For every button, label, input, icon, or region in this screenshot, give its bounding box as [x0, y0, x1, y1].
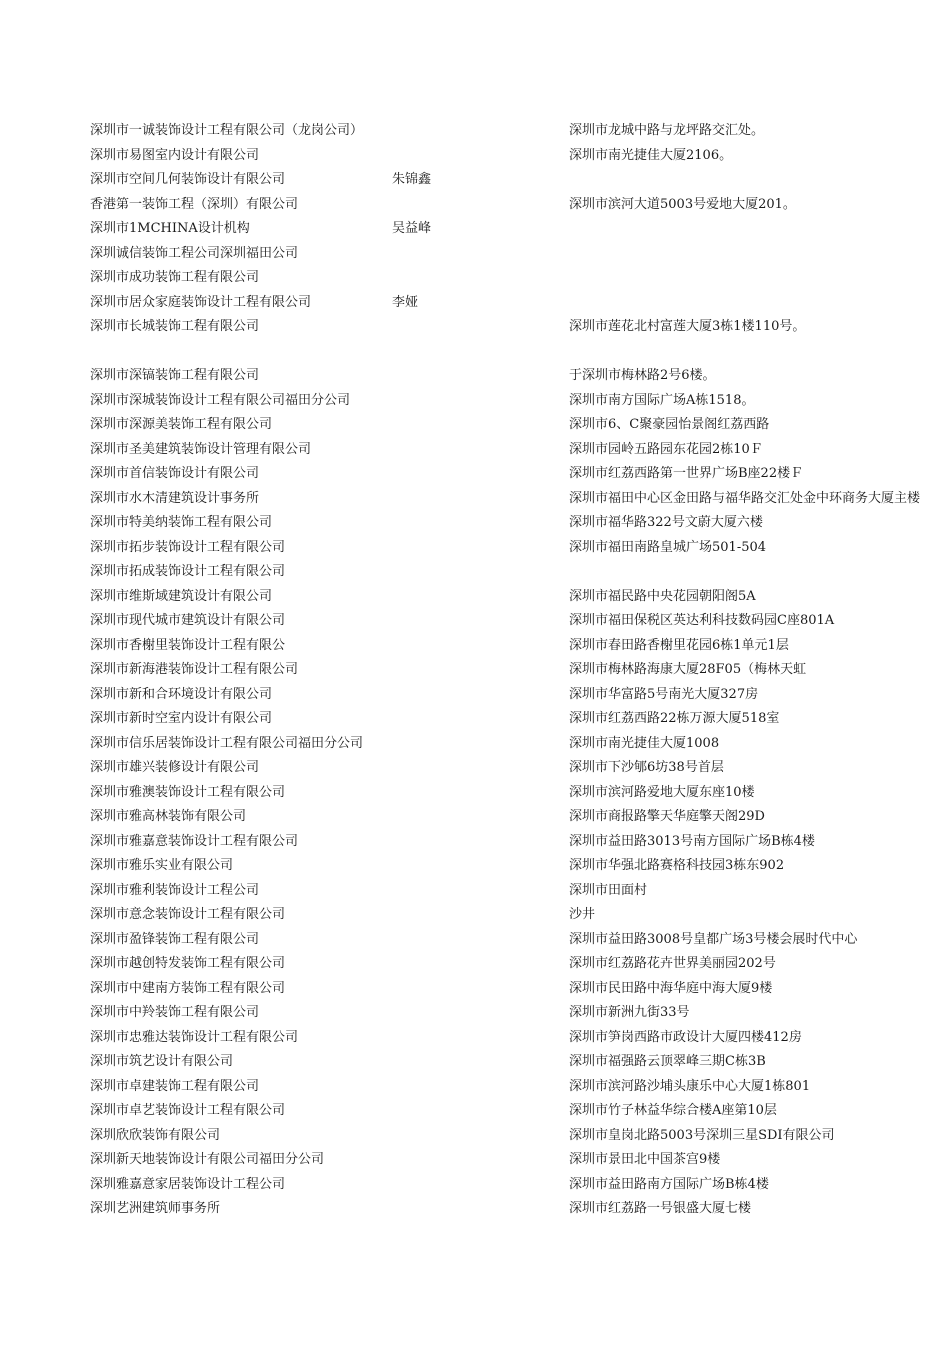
company-name-cell: 深圳市雄兴装修设计有限公司 — [90, 760, 260, 775]
company-name-cell: 深圳市忠雅达装饰设计工程有限公司 — [90, 1029, 299, 1045]
table-row — [0, 952, 950, 977]
company-name-cell: 深圳市越创特发装饰工程有限公司 — [90, 956, 286, 971]
table-row — [0, 756, 950, 781]
table-row — [0, 1148, 950, 1173]
contact-person-cell: 吴益峰 — [392, 221, 432, 236]
table-row — [0, 1026, 950, 1051]
table-row — [0, 413, 950, 438]
company-name-cell: 深圳市拓成装饰设计工程有限公司 — [90, 564, 286, 579]
company-name-cell: 深圳欣欣装饰有限公司 — [90, 1127, 221, 1143]
address-cell: 沙井 — [569, 907, 596, 922]
address-cell: 深圳市福田南路皇城广场501-504 — [569, 539, 767, 555]
company-name-cell: 深圳市雅澳装饰设计工程有限公司 — [90, 784, 286, 800]
address-cell: 深圳市福强路云顶翠峰三期C栋3B — [569, 1054, 766, 1069]
company-name-cell: 深圳市新和合环境设计有限公司 — [90, 686, 273, 702]
table-row — [0, 1124, 950, 1149]
table-row — [0, 805, 950, 830]
company-list — [0, 119, 950, 1222]
address-cell: 于深圳市梅林路2号6楼。 — [569, 368, 716, 383]
company-name-cell: 深圳市香榭里装饰设计工程有限公 — [90, 637, 286, 653]
table-row — [0, 609, 950, 634]
table-row — [0, 487, 950, 512]
address-cell: 深圳市益田路3008号皇都广场3号楼会展时代中心 — [569, 931, 858, 947]
company-name-cell: 深圳市雅利装饰设计工程公司 — [90, 882, 260, 898]
table-row — [0, 830, 950, 855]
company-name-cell: 深圳市长城装饰工程有限公司 — [90, 319, 260, 334]
table-row — [0, 1075, 950, 1100]
table-row — [0, 389, 950, 414]
company-name-cell: 深圳市易图室内设计有限公司 — [90, 147, 260, 163]
address-cell: 深圳市竹子林益华综合楼A座第10层 — [569, 1103, 777, 1118]
company-name-cell: 香港第一装饰工程（深圳）有限公司 — [90, 196, 299, 212]
company-name-cell: 深圳艺洲建筑师事务所 — [90, 1201, 221, 1216]
table-row — [0, 1050, 950, 1075]
contact-person-cell: 朱锦鑫 — [392, 172, 432, 187]
company-name-cell: 深圳市水木清建筑设计事务所 — [90, 490, 260, 506]
company-name-cell: 深圳市信乐居装饰设计工程有限公司福田分公司 — [90, 735, 364, 751]
company-name-cell: 深圳诚信装饰工程公司深圳福田公司 — [90, 245, 299, 261]
table-row — [0, 364, 950, 389]
table-row — [0, 977, 950, 1002]
table-row — [0, 683, 950, 708]
table-row — [0, 193, 950, 218]
company-name-cell: 深圳市新海港装饰设计工程有限公司 — [90, 662, 299, 677]
address-cell: 深圳市福民路中央花园朝阳阁5A — [569, 588, 756, 604]
address-cell: 深圳市南方国际广场A栋1518。 — [569, 392, 755, 408]
company-name-cell: 深圳市首信装饰设计有限公司 — [90, 466, 260, 481]
address-cell: 深圳市红荔西路第一世界广场B座22楼Ｆ — [569, 466, 804, 481]
address-cell: 深圳市滨河路沙埔头康乐中心大厦1栋801 — [569, 1078, 811, 1094]
company-name-cell: 深圳市卓建装饰工程有限公司 — [90, 1078, 260, 1094]
table-row — [0, 781, 950, 806]
company-name-cell: 深圳市筑艺设计有限公司 — [90, 1054, 234, 1069]
address-cell: 深圳市新洲九街33号 — [569, 1005, 690, 1020]
address-cell: 深圳市益田路南方国际广场B栋4楼 — [569, 1176, 769, 1192]
table-row — [0, 903, 950, 928]
company-name-cell: 深圳市维斯域建筑设计有限公司 — [90, 588, 273, 604]
company-name-cell: 深圳市成功装饰工程有限公司 — [90, 270, 260, 285]
company-name-cell: 深圳市深源美装饰工程有限公司 — [90, 417, 273, 432]
table-row — [0, 634, 950, 659]
table-row — [0, 1173, 950, 1198]
table-row — [0, 315, 950, 340]
table-row — [0, 242, 950, 267]
table-row — [0, 168, 950, 193]
address-cell: 深圳市南光捷佳大厦2106。 — [569, 147, 733, 163]
table-row — [0, 144, 950, 169]
table-row — [0, 1001, 950, 1026]
table-row — [0, 340, 950, 365]
table-row — [0, 291, 950, 316]
address-cell: 深圳市6、C聚豪园怡景阁红荔西路 — [569, 417, 770, 432]
company-name-cell: 深圳市新时空室内设计有限公司 — [90, 711, 273, 726]
address-cell: 深圳市南光捷佳大厦1008 — [569, 735, 720, 751]
address-cell: 深圳市滨河路爱地大厦东座10楼 — [569, 784, 755, 800]
company-name-cell: 深圳市居众家庭装饰设计工程有限公司 — [90, 294, 312, 310]
address-cell: 深圳市华富路5号南光大厦327房 — [569, 686, 759, 702]
table-row — [0, 707, 950, 732]
address-cell: 深圳市滨河大道5003号爱地大厦201。 — [569, 196, 796, 212]
address-cell: 深圳市红荔路一号银盛大厦七楼 — [569, 1201, 752, 1216]
address-cell: 深圳市福田中心区金田路与福华路交汇处金中环商务大厦主楼 — [569, 490, 921, 506]
table-row — [0, 511, 950, 536]
company-name-cell: 深圳市深城装饰设计工程有限公司福田分公司 — [90, 392, 351, 408]
company-name-cell: 深圳市中羚装饰工程有限公司 — [90, 1005, 260, 1020]
table-row — [0, 438, 950, 463]
table-row — [0, 928, 950, 953]
contact-person-cell: 李娅 — [392, 294, 419, 310]
company-name-cell: 深圳市中建南方装饰工程有限公司 — [90, 980, 286, 996]
address-cell: 深圳市春田路香榭里花园6栋1单元1层 — [569, 637, 789, 653]
company-name-cell: 深圳市圣美建筑装饰设计管理有限公司 — [90, 441, 312, 457]
address-cell: 深圳市福华路322号文蔚大厦六楼 — [569, 515, 763, 530]
address-cell: 深圳市福田保税区英达利科技数码园C座801A — [569, 613, 835, 628]
address-cell: 深圳市民田路中海华庭中海大厦9楼 — [569, 980, 773, 996]
company-name-cell: 深圳新天地装饰设计有限公司福田分公司 — [90, 1152, 325, 1167]
address-cell: 深圳市莲花北村富莲大厦3栋1楼110号。 — [569, 319, 806, 334]
table-row — [0, 536, 950, 561]
address-cell: 深圳市园岭五路园东花园2栋10Ｆ — [569, 441, 763, 457]
company-name-cell: 深圳市卓艺装饰设计工程有限公司 — [90, 1103, 286, 1118]
address-cell: 深圳市商报路擎天华庭擎天阁29D — [569, 809, 765, 824]
company-name-cell: 深圳市空间几何装饰设计有限公司 — [90, 172, 286, 187]
table-row — [0, 585, 950, 610]
address-cell: 深圳市皇岗北路5003号深圳三星SDI有限公司 — [569, 1127, 835, 1143]
table-row — [0, 462, 950, 487]
address-cell: 深圳市益田路3013号南方国际广场B栋4楼 — [569, 833, 815, 849]
table-row — [0, 119, 950, 144]
address-cell: 深圳市华强北路赛格科技园3栋东902 — [569, 858, 785, 873]
company-name-cell: 深圳市拓步装饰设计工程有限公司 — [90, 539, 286, 555]
table-row — [0, 1197, 950, 1222]
table-row — [0, 560, 950, 585]
table-row — [0, 732, 950, 757]
address-cell: 深圳市笋岗西路市政设计大厦四楼412房 — [569, 1029, 802, 1045]
company-name-cell: 深圳市特美纳装饰工程有限公司 — [90, 515, 273, 530]
table-row — [0, 217, 950, 242]
company-name-cell: 深圳市雅乐实业有限公司 — [90, 858, 234, 873]
address-cell: 深圳市田面村 — [569, 882, 648, 898]
address-cell: 深圳市龙城中路与龙坪路交汇处。 — [569, 123, 765, 138]
company-name-cell: 深圳市雅嘉意装饰设计工程有限公司 — [90, 833, 299, 849]
company-name-cell: 深圳市盈锋装饰工程有限公司 — [90, 931, 260, 947]
company-name-cell: 深圳市一诚装饰设计工程有限公司（龙岗公司） — [90, 123, 364, 138]
company-name-cell: 深圳市意念装饰设计工程有限公司 — [90, 907, 286, 922]
company-name-cell: 深圳市深镐装饰工程有限公司 — [90, 368, 260, 383]
address-cell: 深圳市红荔西路22栋万源大厦518室 — [569, 711, 780, 726]
company-name-cell: 深圳市雅高林装饰有限公司 — [90, 809, 247, 824]
address-cell: 深圳市下沙郇6坊38号首层 — [569, 760, 724, 775]
address-cell: 深圳市红荔路花卉世界美丽园202号 — [569, 956, 776, 971]
company-name-cell: 深圳雅嘉意家居装饰设计工程公司 — [90, 1176, 286, 1192]
table-row — [0, 266, 950, 291]
table-row — [0, 1099, 950, 1124]
table-row — [0, 879, 950, 904]
table-row — [0, 658, 950, 683]
address-cell: 深圳市景田北中国茶宫9楼 — [569, 1152, 721, 1167]
company-name-cell: 深圳市1MCHINA设计机构 — [90, 221, 250, 236]
company-name-cell: 深圳市现代城市建筑设计有限公司 — [90, 613, 286, 628]
table-row — [0, 854, 950, 879]
address-cell: 深圳市梅林路海康大厦28F05（梅林天虹 — [569, 662, 807, 677]
